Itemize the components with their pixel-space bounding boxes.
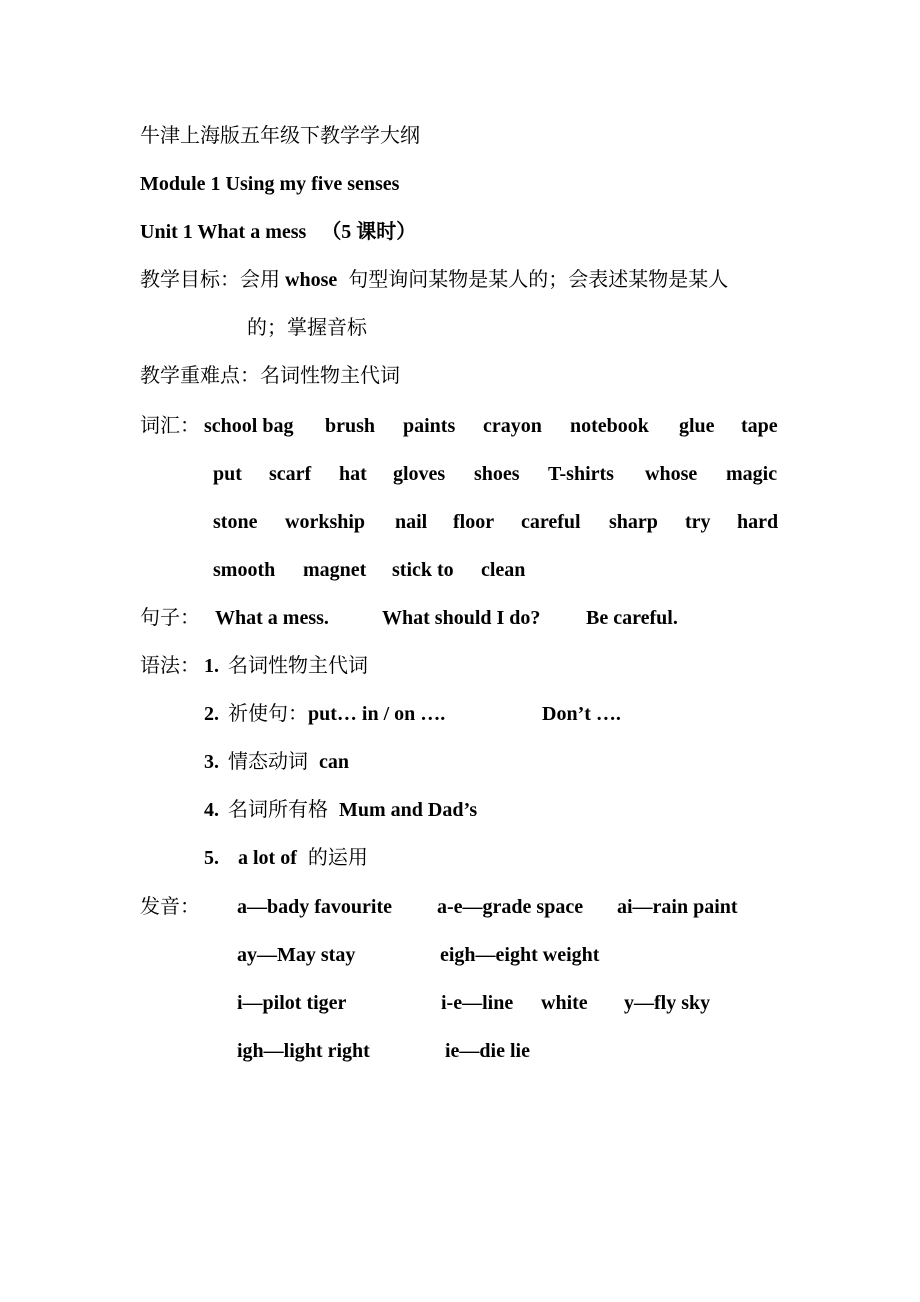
vocab-row-3 — [213, 507, 783, 537]
phonics-item: ai—rain paint — [617, 896, 738, 918]
vocab-word: floor — [453, 511, 495, 533]
grammar-cn: 情态动词 — [228, 751, 308, 773]
grammar-num: 2. — [204, 703, 219, 725]
document-title: 牛津上海版五年级下教学学大纲 — [140, 125, 420, 147]
grammar-en: a lot of — [238, 847, 297, 869]
vocab-word: stick to — [392, 559, 454, 581]
vocab-word: try — [685, 511, 711, 533]
objectives-keyword: whose — [285, 269, 338, 291]
vocab-word: smooth — [213, 559, 276, 581]
grammar-en: Mum and Dad’s — [339, 799, 478, 821]
sentence: What should I do? — [382, 607, 541, 629]
objectives-text-a: 会用 — [240, 269, 280, 291]
vocab-row-2 — [213, 459, 783, 489]
vocab-word: hard — [737, 511, 779, 533]
phonics-item: y—fly sky — [624, 992, 711, 1014]
grammar-cn: 祈使句： — [228, 703, 308, 725]
sentences-label: 句子： — [140, 607, 200, 629]
vocab-row-4 — [213, 555, 613, 585]
grammar-num: 5. — [204, 847, 219, 869]
unit-title: Unit 1 What a mess — [140, 221, 307, 243]
vocab-word: brush — [325, 415, 376, 437]
vocab-word: magic — [726, 463, 778, 485]
grammar-num: 1. — [204, 655, 219, 677]
vocab-word: glue — [679, 415, 715, 437]
objectives-label: 教学目标： — [140, 269, 240, 291]
grammar-item-3 — [204, 747, 349, 777]
vocab-row-1 — [204, 411, 784, 441]
phonics-row-3 — [237, 988, 737, 1018]
sentence: What a mess. — [215, 607, 329, 629]
vocab-word: scarf — [269, 463, 312, 485]
phonics-item: igh—light right — [237, 1040, 370, 1062]
phonics-row-1 — [237, 892, 777, 922]
vocab-word: magnet — [303, 559, 367, 581]
grammar-en-2: Don’t …. — [542, 703, 621, 725]
vocab-word: school bag — [204, 415, 294, 437]
unit-hours: （5 课时） — [321, 221, 417, 243]
vocab-word: hat — [339, 463, 367, 485]
vocab-word: whose — [645, 463, 698, 485]
phonics-row-4 — [237, 1036, 657, 1066]
objectives-line-1 — [140, 265, 728, 295]
phonics-item: a—bady favourite — [237, 896, 392, 918]
grammar-label: 语法： — [140, 655, 200, 677]
sentence: Be careful. — [586, 607, 678, 629]
phonics-item: white — [541, 992, 588, 1014]
phonics-item: eigh—eight weight — [440, 944, 600, 966]
phonics-item: a-e—grade space — [437, 896, 584, 918]
grammar-cn: 名词所有格 — [228, 799, 328, 821]
phonics-label: 发音： — [140, 896, 200, 918]
grammar-num: 3. — [204, 751, 219, 773]
grammar-item-4 — [204, 795, 477, 825]
objectives-line-2: 的；掌握音标 — [247, 317, 367, 339]
vocab-word: careful — [521, 511, 581, 533]
grammar-cn: 的运用 — [307, 847, 368, 869]
vocab-word: notebook — [570, 415, 649, 437]
vocab-word: nail — [395, 511, 428, 533]
objectives-text-c: 句型询问某物是某人的；会表述某物是某人 — [348, 269, 729, 291]
phonics-item: ay—May stay — [237, 944, 356, 966]
vocab-word: tape — [741, 415, 778, 437]
grammar-num: 4. — [204, 799, 219, 821]
vocab-word: shoes — [474, 463, 520, 485]
phonics-item: ie—die lie — [445, 1040, 530, 1062]
key-points: 教学重难点：名词性物主代词 — [140, 365, 400, 387]
vocab-word: crayon — [483, 415, 542, 437]
grammar-item-1 — [204, 651, 368, 681]
grammar-item-2 — [204, 699, 644, 729]
grammar-en: put… in / on …. — [308, 703, 446, 725]
grammar-en: can — [319, 751, 349, 773]
vocab-word: T-shirts — [548, 463, 614, 485]
vocab-word: workship — [285, 511, 366, 533]
vocab-word: put — [213, 463, 242, 485]
phonics-item: i-e—line — [441, 992, 514, 1014]
vocab-word: sharp — [609, 511, 658, 533]
vocab-word: clean — [481, 559, 526, 581]
grammar-cn: 名词性物主代词 — [228, 655, 368, 677]
vocab-word: stone — [213, 511, 258, 533]
module-heading: Module 1 Using my five senses — [140, 173, 400, 195]
vocab-label: 词汇： — [140, 415, 200, 437]
sentences-row — [215, 603, 715, 633]
unit-heading — [140, 217, 416, 247]
phonics-item: i—pilot tiger — [237, 992, 347, 1014]
phonics-row-2 — [237, 940, 657, 970]
vocab-word: paints — [403, 415, 456, 437]
grammar-item-5 — [204, 843, 368, 873]
vocab-word: gloves — [393, 463, 446, 485]
